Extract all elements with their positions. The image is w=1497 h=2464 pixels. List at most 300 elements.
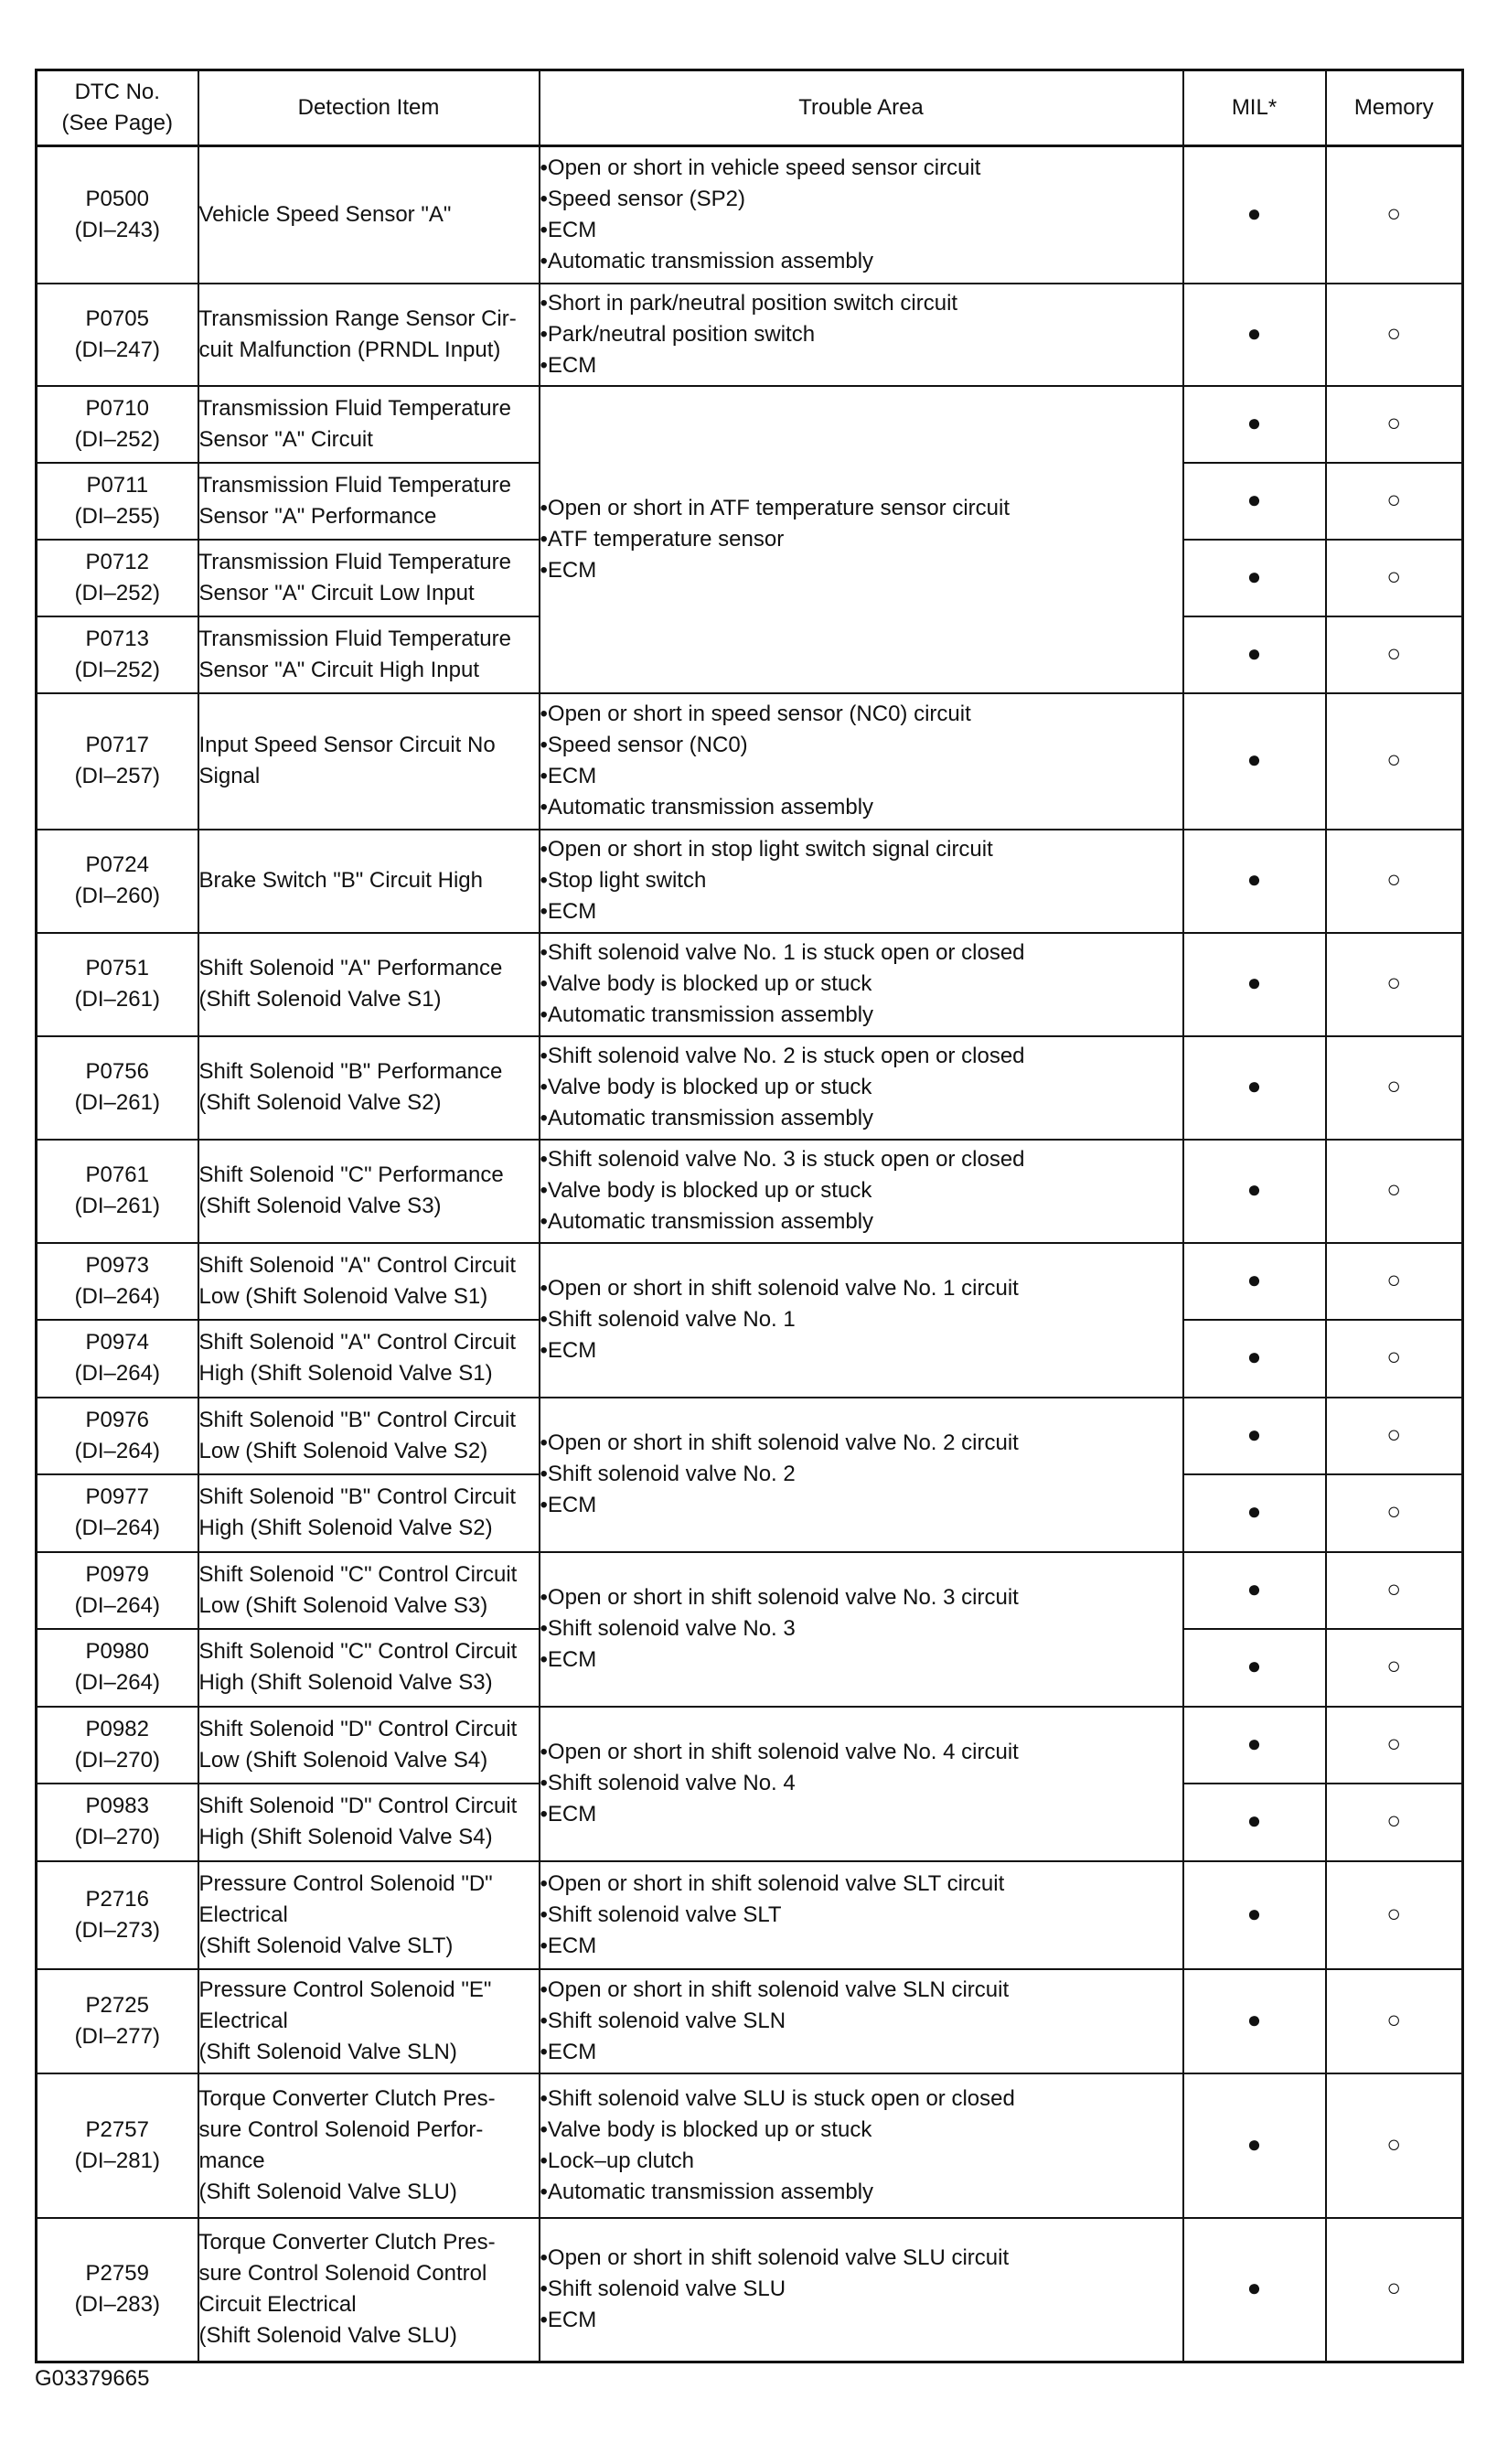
table-row [37,2218,1463,2362]
memory-open-circle-icon: ○ [1386,2129,1402,2158]
dtc-cell [37,933,198,1036]
mil-on-filled-circle-icon: ● [1246,1265,1262,1293]
trouble-area-item: •Shift solenoid valve SLN [540,2008,786,2033]
mil-on-filled-circle-icon: ● [1246,969,1262,996]
memory-cell [1326,1552,1463,1629]
memory-open-circle-icon: ○ [1386,408,1402,436]
dtc-page-ref: (DI–260) [74,884,160,908]
mil-cell [1183,1036,1326,1140]
trouble-area-item: •Shift solenoid valve SLU [540,2277,786,2302]
detection-item-line: Torque Converter Clutch Pres- [198,2085,496,2111]
detection-item-line: Transmission Fluid Temperature [198,395,511,421]
detection-item-cell [198,2218,540,2362]
dtc-code: P0500 [85,186,149,211]
dtc-code: P0717 [85,733,149,757]
memory-open-circle-icon: ○ [1386,1072,1402,1099]
dtc-cell [37,2073,198,2218]
trouble-area-cell [540,693,1183,830]
memory-open-circle-icon: ○ [1386,638,1402,667]
detection-item-cell [198,1629,540,1707]
trouble-area-cell [540,2073,1183,2218]
mil-cell [1183,693,1326,830]
memory-open-circle-icon: ○ [1386,745,1402,773]
table-row [37,1707,1463,1784]
dtc-code: P0979 [85,1561,149,1587]
detection-item-cell [198,2073,540,2218]
trouble-area-item: •Automatic transmission assembly [540,1002,874,1027]
detection-item-line: Electrical [198,2008,288,2033]
detection-item-line: mance [198,2148,265,2173]
dtc-page-ref: (DI–252) [74,426,160,452]
trouble-area-cell [540,1243,1183,1398]
trouble-area-item: •Valve body is blocked up or stuck [540,1075,872,1099]
trouble-area-item: •Open or short in stop light switch signal circuit [540,837,993,862]
memory-cell [1326,830,1463,933]
mil-on-filled-circle-icon: ● [1246,1729,1262,1757]
dtc-code: P0973 [85,1252,149,1278]
detection-item-cell [198,284,540,386]
memory-open-circle-icon: ○ [1386,1806,1402,1834]
detection-item-cell [198,933,540,1036]
header-dtc-line-1: DTC No. [74,80,160,104]
mil-cell [1183,540,1326,616]
table-row [37,1036,1463,1140]
dtc-code: P2759 [85,2261,149,2287]
dtc-cell [37,1036,198,1140]
detection-item-cell [198,463,540,540]
trouble-area-item: •Open or short in ATF temperature sensor circuit [540,495,1010,520]
detection-item-line: (Shift Solenoid Valve SLU) [198,2179,457,2204]
detection-item-line: Low (Shift Solenoid Valve S2) [198,1438,488,1463]
detection-item-cell [198,1707,540,1784]
trouble-area-item: •ATF temperature sensor [540,526,785,552]
header-dtc [37,70,198,146]
mil-on-filled-circle-icon: ● [1246,1899,1262,1927]
mil-on-filled-circle-icon: ● [1246,745,1262,773]
mil-on-filled-circle-icon: ● [1246,1343,1262,1370]
detection-item-line: (Shift Solenoid Valve S1) [198,987,442,1012]
trouble-area-cell [540,1552,1183,1707]
detection-item-cell [198,540,540,616]
trouble-area-item: •Automatic transmission assembly [540,795,874,820]
table-row [37,386,1463,463]
trouble-area-item: •Lock–up clutch [540,2148,695,2173]
memory-open-circle-icon: ○ [1386,2005,1402,2033]
detection-item-line: Sensor "A" Circuit [198,426,373,452]
trouble-area-item: •Automatic transmission assembly [540,248,874,273]
mil-cell [1183,616,1326,693]
detection-item-line: Brake Switch "B" Circuit High [198,868,483,893]
dtc-cell [37,540,198,616]
dtc-code: P0982 [85,1716,149,1741]
detection-item-line: Shift Solenoid "A" Performance [198,956,503,980]
table-header-row [37,70,1463,146]
dtc-page-ref: (DI–243) [74,217,160,242]
dtc-cell [37,1707,198,1784]
memory-open-circle-icon: ○ [1386,1574,1402,1602]
mil-on-filled-circle-icon: ● [1246,1652,1262,1679]
dtc-code: P0710 [85,395,149,421]
detection-item-line: Torque Converter Clutch Pres- [198,2230,496,2255]
dtc-code: P0705 [85,305,149,331]
dtc-page-ref: (DI–264) [74,1361,160,1386]
memory-open-circle-icon: ○ [1386,562,1402,590]
detection-item-cell [198,146,540,284]
memory-open-circle-icon: ○ [1386,1419,1402,1448]
memory-cell [1326,2073,1463,2218]
trouble-area-cell [540,830,1183,933]
mil-cell [1183,1552,1326,1629]
trouble-area-cell [540,146,1183,284]
table-row [37,933,1463,1036]
mil-on-filled-circle-icon: ● [1246,638,1262,667]
trouble-area-cell [540,933,1183,1036]
mil-on-filled-circle-icon: ● [1246,562,1262,590]
dtc-code: P0724 [85,852,149,877]
trouble-area-cell [540,1398,1183,1552]
detection-item-line: sure Control Solenoid Perfor- [198,2116,484,2142]
trouble-area-item: •ECM [540,1933,597,1958]
trouble-area-item: •ECM [540,217,597,242]
detection-item-cell [198,616,540,693]
table-row [37,830,1463,933]
memory-open-circle-icon: ○ [1386,2274,1402,2302]
detection-item-line: cuit Malfunction (PRNDL Input) [198,337,501,362]
mil-cell [1183,1474,1326,1552]
header-memory: Memory [1326,70,1463,146]
memory-cell [1326,2218,1463,2362]
dtc-page-ref: (DI–273) [74,1917,160,1943]
trouble-area-item: •Open or short in speed sensor (NC0) circuit [540,702,971,726]
dtc-cell [37,146,198,284]
dtc-page-ref: (DI–257) [74,764,160,788]
detection-item-cell [198,1784,540,1861]
trouble-area-cell [540,1861,1183,1969]
trouble-area-item: •Shift solenoid valve No. 4 [540,1771,796,1795]
detection-item-cell [198,830,540,933]
memory-cell [1326,1036,1463,1140]
mil-on-filled-circle-icon: ● [1246,2005,1262,2033]
detection-item-line: Circuit Electrical [198,2292,357,2318]
dtc-code: P0980 [85,1639,149,1664]
mil-cell [1183,1320,1326,1398]
detection-item-line: Shift Solenoid "A" Control Circuit [198,1330,517,1355]
dtc-code: P0756 [85,1059,149,1084]
dtc-cell [37,1474,198,1552]
memory-open-circle-icon: ○ [1386,485,1402,513]
detection-item-line: Shift Solenoid "C" Performance [198,1162,504,1187]
memory-open-circle-icon: ○ [1386,198,1402,227]
detection-item-line: Sensor "A" Circuit Low Input [198,580,475,605]
memory-cell [1326,1398,1463,1474]
detection-item-line: Low (Shift Solenoid Valve S1) [198,1283,488,1309]
trouble-area-item: •Shift solenoid valve No. 2 is stuck open or closed [540,1044,1025,1068]
trouble-area-item: •Valve body is blocked up or stuck [540,1178,872,1203]
mil-cell [1183,1398,1326,1474]
dtc-cell [37,1320,198,1398]
trouble-area-item: •Open or short in shift solenoid valve No. 2 circuit [540,1430,1019,1455]
trouble-area-item: •ECM [540,764,597,788]
dtc-cell [37,830,198,933]
detection-item-line: Vehicle Speed Sensor "A" [198,201,452,227]
dtc-page-ref: (DI–264) [74,1516,160,1540]
dtc-cell [37,1243,198,1320]
trouble-area-item: •ECM [540,1647,597,1672]
trouble-area-item: •Short in park/neutral position switch circuit [540,290,958,316]
detection-item-line: High (Shift Solenoid Valve S1) [198,1361,493,1386]
mil-cell [1183,1861,1326,1969]
dtc-code: P0977 [85,1484,149,1509]
dtc-code: P0712 [85,549,149,574]
memory-cell [1326,1629,1463,1707]
trouble-area-item: •Speed sensor (NC0) [540,733,748,757]
header-detection-item: Detection Item [198,70,540,146]
memory-cell [1326,386,1463,463]
dtc-page-ref: (DI–270) [74,1747,160,1773]
memory-cell [1326,933,1463,1036]
memory-cell [1326,284,1463,386]
memory-cell [1326,146,1463,284]
trouble-area-item: •Shift solenoid valve No. 1 is stuck open or closed [540,940,1025,965]
dtc-page-ref: (DI–255) [74,503,160,529]
dtc-cell [37,386,198,463]
dtc-page-ref: (DI–264) [74,1438,160,1463]
detection-item-line: Electrical [198,1902,288,1927]
dtc-cell [37,2218,198,2362]
dtc-page-ref: (DI–261) [74,1194,160,1218]
trouble-area-item: •Open or short in shift solenoid valve No. 4 circuit [540,1740,1019,1764]
table-row [37,1398,1463,1474]
trouble-area-item: •Automatic transmission assembly [540,2179,874,2204]
detection-item-line: Sensor "A" Performance [198,503,437,529]
dtc-code: P0751 [85,956,149,980]
memory-open-circle-icon: ○ [1386,318,1402,347]
memory-cell [1326,693,1463,830]
memory-cell [1326,1140,1463,1243]
detection-item-line: Shift Solenoid "C" Control Circuit [198,1639,518,1664]
mil-cell [1183,1707,1326,1784]
dtc-cell [37,693,198,830]
dtc-cell [37,616,198,693]
trouble-area-item: •Valve body is blocked up or stuck [540,971,872,996]
memory-open-circle-icon: ○ [1386,1265,1402,1293]
dtc-page-ref: (DI–277) [74,2023,160,2049]
memory-open-circle-icon: ○ [1386,1497,1402,1525]
detection-item-line: Shift Solenoid "B" Performance [198,1059,503,1084]
detection-item-line: Signal [198,764,261,788]
header-trouble-area: Trouble Area [540,70,1183,146]
dtc-page-ref: (DI–247) [74,337,160,362]
detection-item-line: (Shift Solenoid Valve SLN) [198,2039,457,2064]
trouble-area-item: •Shift solenoid valve No. 1 [540,1307,796,1332]
detection-item-cell [198,1861,540,1969]
mil-on-filled-circle-icon: ● [1246,2274,1262,2302]
memory-open-circle-icon: ○ [1386,1729,1402,1757]
trouble-area-item: •Speed sensor (SP2) [540,186,746,211]
trouble-area-cell [540,284,1183,386]
dtc-code: P2757 [85,2116,149,2142]
mil-on-filled-circle-icon: ● [1246,865,1262,893]
trouble-area-cell [540,2218,1183,2362]
dtc-page-ref: (DI–261) [74,1090,160,1115]
header-mil: MIL* [1183,70,1326,146]
dtc-page-ref: (DI–261) [74,987,160,1012]
dtc-page-ref: (DI–252) [74,657,160,682]
dtc-page-ref: (DI–281) [74,2148,160,2173]
table-row [37,1969,1463,2073]
mil-cell [1183,933,1326,1036]
dtc-code: P0974 [85,1330,149,1355]
dtc-code: P0713 [85,626,149,651]
trouble-area-item: •Open or short in shift solenoid valve SLU circuit [540,2245,1010,2271]
dtc-page-ref: (DI–264) [74,1670,160,1695]
dtc-page-ref: (DI–270) [74,1825,160,1849]
memory-open-circle-icon: ○ [1386,1343,1402,1370]
mil-cell [1183,1784,1326,1861]
detection-item-cell [198,1474,540,1552]
detection-item-cell [198,1552,540,1629]
table-row [37,1861,1463,1969]
dtc-page-ref: (DI–264) [74,1283,160,1309]
trouble-area-item: •Open or short in shift solenoid valve No. 1 circuit [540,1276,1019,1301]
mil-on-filled-circle-icon: ● [1246,1419,1262,1448]
dtc-cell [37,1140,198,1243]
detection-item-cell [198,1243,540,1320]
trouble-area-item: •Shift solenoid valve SLU is stuck open or closed [540,2085,1015,2111]
dtc-page-ref: (DI–283) [74,2292,160,2318]
table-row [37,1552,1463,1629]
dtc-page-ref: (DI–264) [74,1592,160,1618]
detection-item-line: Low (Shift Solenoid Valve S4) [198,1747,488,1773]
memory-open-circle-icon: ○ [1386,1899,1402,1927]
detection-item-cell [198,1398,540,1474]
mil-cell [1183,1140,1326,1243]
detection-item-line: High (Shift Solenoid Valve S2) [198,1516,493,1540]
mil-on-filled-circle-icon: ● [1246,408,1262,436]
trouble-area-cell [540,1969,1183,2073]
dtc-code: P0711 [86,472,149,498]
mil-on-filled-circle-icon: ● [1246,1574,1262,1602]
detection-item-line: Shift Solenoid "D" Control Circuit [198,1716,518,1741]
detection-item-line: Shift Solenoid "C" Control Circuit [198,1561,518,1587]
dtc-cell [37,463,198,540]
trouble-area-item: •Automatic transmission assembly [540,1106,874,1130]
dtc-code: P0976 [85,1407,149,1432]
dtc-code: P2725 [85,1992,149,2018]
dtc-cell [37,1398,198,1474]
trouble-area-item: •ECM [540,1338,597,1363]
trouble-area-item: •Shift solenoid valve SLT [540,1902,782,1927]
detection-item-line: Input Speed Sensor Circuit No [198,733,496,757]
mil-on-filled-circle-icon: ● [1246,1806,1262,1834]
detection-item-line: Transmission Fluid Temperature [198,472,511,498]
dtc-table [35,69,1464,2363]
detection-item-cell [198,1140,540,1243]
detection-item-cell [198,1969,540,2073]
dtc-cell [37,1861,198,1969]
mil-on-filled-circle-icon: ● [1246,1497,1262,1525]
trouble-area-item: •ECM [540,2308,597,2333]
trouble-area-item: •ECM [540,1493,597,1517]
trouble-area-item: •Park/neutral position switch [540,321,816,347]
mil-cell [1183,463,1326,540]
memory-cell [1326,540,1463,616]
memory-cell [1326,1474,1463,1552]
detection-item-line: Shift Solenoid "B" Control Circuit [198,1484,517,1509]
detection-item-line: sure Control Solenoid Control [198,2261,487,2287]
memory-open-circle-icon: ○ [1386,1652,1402,1679]
mil-on-filled-circle-icon: ● [1246,485,1262,513]
detection-item-cell [198,1320,540,1398]
trouble-area-item: •ECM [540,352,597,378]
trouble-area-item: •Open or short in shift solenoid valve SLN circuit [540,1977,1010,2002]
memory-cell [1326,1707,1463,1784]
table-row [37,146,1463,284]
trouble-area-item: •Shift solenoid valve No. 3 is stuck open or closed [540,1147,1025,1172]
mil-cell [1183,284,1326,386]
trouble-area-item: •ECM [540,557,597,583]
detection-item-line: Low (Shift Solenoid Valve S3) [198,1592,488,1618]
detection-item-cell [198,1036,540,1140]
memory-open-circle-icon: ○ [1386,969,1402,996]
mil-cell [1183,1969,1326,2073]
dtc-cell [37,1969,198,2073]
memory-open-circle-icon: ○ [1386,865,1402,893]
dtc-cell [37,1784,198,1861]
detection-item-line: (Shift Solenoid Valve SLT) [198,1933,454,1958]
mil-cell [1183,146,1326,284]
trouble-area-item: •Open or short in shift solenoid valve SLT circuit [540,1870,1005,1896]
trouble-area-item: •Shift solenoid valve No. 2 [540,1462,796,1486]
detection-item-line: Transmission Fluid Temperature [198,626,511,651]
detection-item-line: (Shift Solenoid Valve S2) [198,1090,442,1115]
memory-cell [1326,616,1463,693]
dtc-code: P2716 [85,1886,149,1912]
trouble-area-item: •ECM [540,1802,597,1827]
mil-cell [1183,1243,1326,1320]
trouble-area-item: •ECM [540,899,597,924]
trouble-area-item: •Open or short in shift solenoid valve No. 3 circuit [540,1585,1019,1610]
detection-item-cell [198,693,540,830]
mil-on-filled-circle-icon: ● [1246,318,1262,347]
dtc-code: P0983 [85,1794,149,1818]
trouble-area-item: •Shift solenoid valve No. 3 [540,1616,796,1641]
trouble-area-cell [540,1036,1183,1140]
memory-cell [1326,1969,1463,2073]
detection-item-line: High (Shift Solenoid Valve S3) [198,1670,493,1695]
figure-id: G03379665 [35,2366,150,2391]
dtc-page-ref: (DI–252) [74,580,160,605]
memory-open-circle-icon: ○ [1386,1175,1402,1203]
detection-item-line: Shift Solenoid "D" Control Circuit [198,1794,518,1818]
dtc-cell [37,284,198,386]
mil-on-filled-circle-icon: ● [1246,2129,1262,2158]
trouble-area-item: •Valve body is blocked up or stuck [540,2116,872,2142]
mil-cell [1183,830,1326,933]
trouble-area-cell [540,1707,1183,1861]
dtc-cell [37,1552,198,1629]
detection-item-line: Transmission Range Sensor Cir- [198,305,517,331]
table-row [37,1243,1463,1320]
mil-cell [1183,1629,1326,1707]
memory-cell [1326,1320,1463,1398]
memory-cell [1326,463,1463,540]
table-row [37,693,1463,830]
trouble-area-item: •Open or short in vehicle speed sensor circuit [540,155,981,180]
detection-item-line: (Shift Solenoid Valve SLU) [198,2323,457,2349]
trouble-area-item: •Automatic transmission assembly [540,1209,874,1234]
detection-item-line: Pressure Control Solenoid "E" [198,1977,492,2002]
